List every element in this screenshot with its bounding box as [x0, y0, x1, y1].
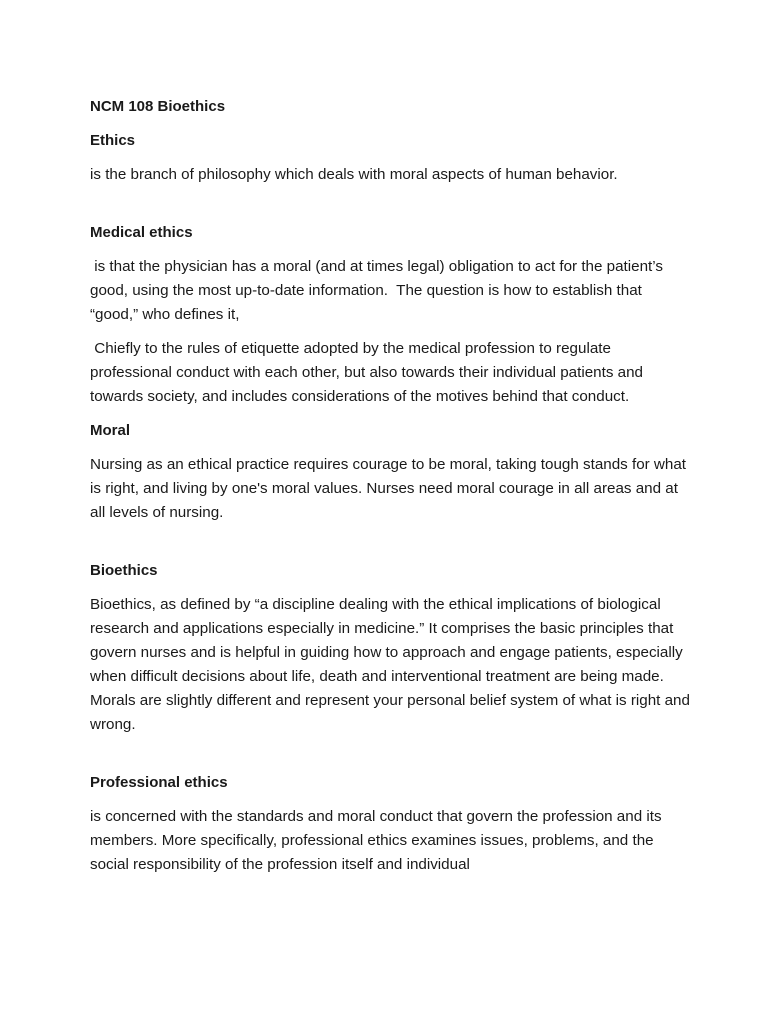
paragraph-bioethics: Bioethics, as defined by “a discipline dealing with the ethical implications of biological research and applications especially in medicine.” It comprises the basic principles that govern nurses and is helpful in guiding how to approach and engage patients, especially when difficult decisions about life, death and interventional treatment are being made. Morals are slightly different and represent your personal belief system of what is right and wrong.	[90, 596, 695, 733]
paragraph-medical-ethics-1: is that the physician has a moral (and at times legal) obligation to act for the patient’s good, using the most up-to-date information. The question is how to establish that “good,” who defines it,	[90, 258, 668, 323]
heading-moral: Moral	[90, 422, 131, 439]
heading-professional-ethics: Professional ethics	[90, 774, 228, 791]
paragraph-professional-ethics: is concerned with the standards and moral conduct that govern the profession and its members. More specifically, professional ethics examines issues, problems, and the social responsibility of the profession itself and individual	[90, 808, 666, 873]
document-title: NCM 108 Bioethics	[90, 98, 226, 115]
document-body	[90, 95, 695, 877]
paragraph-ethics-definition: is the branch of philosophy which deals with moral aspects of human behavior.	[90, 166, 618, 183]
heading-ethics: Ethics	[90, 132, 136, 149]
heading-bioethics: Bioethics	[90, 562, 158, 579]
paragraph-medical-ethics-2: Chiefly to the rules of etiquette adopted by the medical profession to regulate professional conduct with each other, but also towards their individual patients and towards society, and includes considerations of the motives behind that conduct.	[90, 340, 648, 405]
heading-medical-ethics: Medical ethics	[90, 224, 193, 241]
paragraph-moral: Nursing as an ethical practice requires courage to be moral, taking tough stands for what is right, and living by one's moral values. Nurses need moral courage in all areas and at all levels of nursing.	[90, 456, 691, 521]
